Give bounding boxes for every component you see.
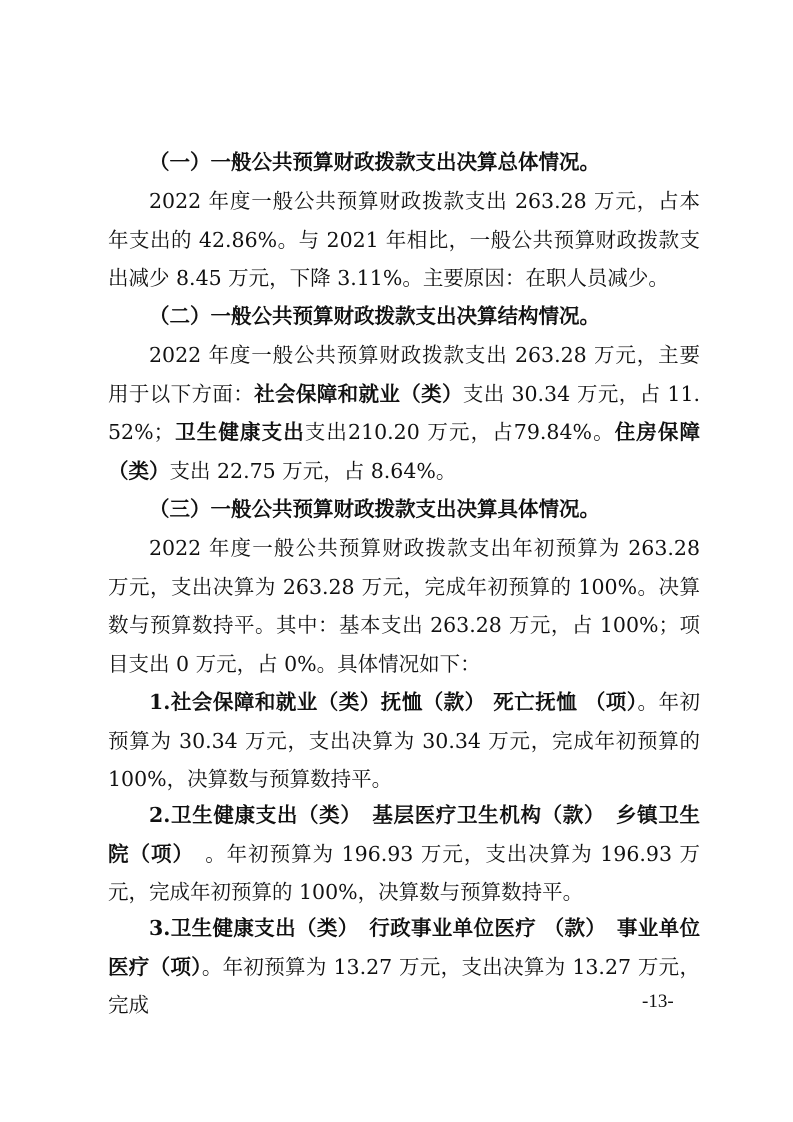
- detail-item-3-title: 3.卫生健康支出（类） 行政事业单位医疗 （款） 事业单位医疗（项）: [108, 916, 700, 979]
- detail-item-1: [108, 683, 700, 799]
- detail-item-2: [108, 796, 700, 912]
- detail-item-3: [108, 909, 700, 1025]
- section-2-intro: 2022 年度一般公共预算财政拨款支出 263.28 万元，主要用于以下方面：: [108, 343, 700, 406]
- item-social-security-label: 社会保障和就业（类）: [254, 381, 463, 406]
- detail-item-2-text: 。年初预算为 196.93 万元，支出决算为 196.93 万元，完成年初预算的 100%，决算数与预算数持平。: [108, 841, 700, 904]
- item-housing-label: 住房保障（类）: [108, 420, 701, 483]
- section-2-body: [108, 336, 700, 490]
- detail-item-3-text: 。年初预算为 13.27 万元，支出决算为 13.27 万元，完成: [108, 954, 700, 1017]
- item-social-security-text: 支出 30.34 万元，占 11.52%；: [108, 381, 701, 444]
- item-health-label: 卫生健康支出: [174, 420, 305, 444]
- section-1-heading: （一）一般公共预算财政拨款支出决算总体情况。: [149, 150, 600, 174]
- detail-item-1-title: 1.社会保障和就业（类）抚恤（款） 死亡抚恤 （项）: [149, 690, 638, 714]
- detail-item-2-title: 2.卫生健康支出（类） 基层医疗卫生机构（款） 乡镇卫生院（项）: [108, 803, 700, 866]
- section-3-heading: （三）一般公共预算财政拨款支出决算具体情况。: [149, 497, 600, 521]
- page-number: -13-: [642, 991, 674, 1012]
- section-1-body: 2022 年度一般公共预算财政拨款支出 263.28 万元，占本年支出的 42.86%。与 2021 年相比，一般公共预算财政拨款支出减少 8.45 万元，下降 3.11%。主要原因：在职人员减少。: [108, 189, 700, 290]
- section-2-heading: （二）一般公共预算财政拨款支出决算结构情况。: [149, 304, 600, 328]
- section-3-body: 2022 年度一般公共预算财政拨款支出年初预算为 263.28 万元，支出决算为 263.28 万元，完成年初预算的 100%。决算数与预算数持平。其中：基本支出 263.28 万元，占 100%；项目支出 0 万元，占 0%。具体情况如下：: [108, 536, 700, 676]
- detail-item-1-text: 。年初预算为 30.34 万元，支出决算为 30.34 万元，完成年初预算的 100%，决算数与预算数持平。: [108, 690, 700, 791]
- item-health-text: 支出210.20 万元，占79.84%。: [304, 420, 615, 444]
- item-housing-text: 支出 22.75 万元，占 8.64%。: [169, 458, 457, 483]
